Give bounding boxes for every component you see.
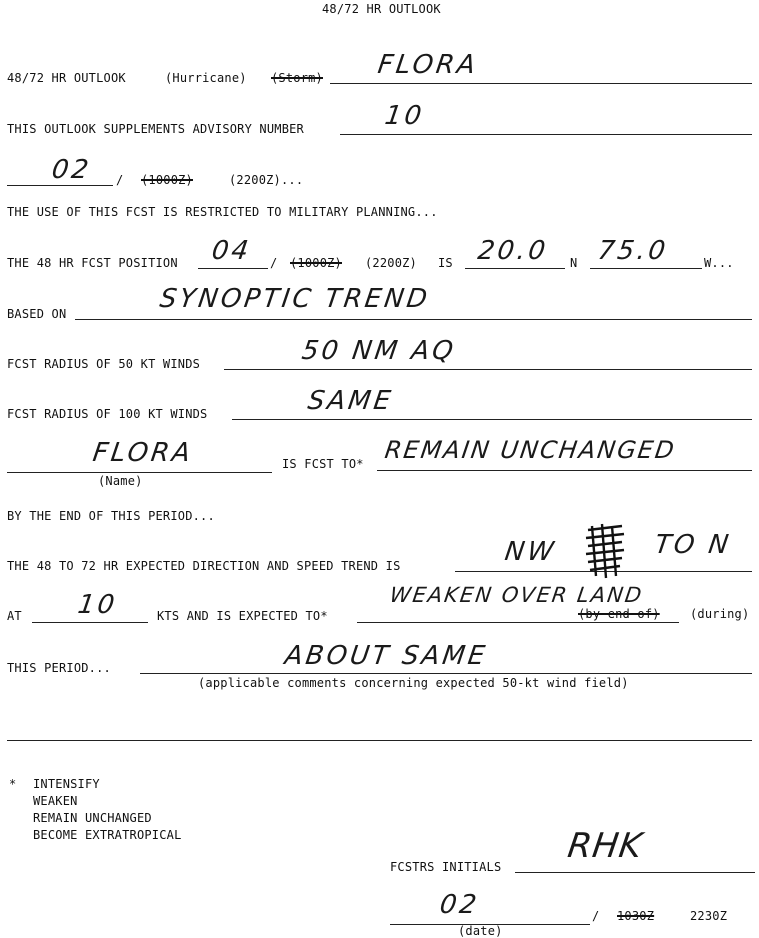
name-caption: (Name): [98, 474, 143, 488]
page-title: 48/72 HR OUTLOOK: [322, 2, 441, 16]
is-label: IS: [438, 256, 453, 270]
comments-handwritten: ABOUT SAME: [282, 641, 490, 671]
option-hurricane: (Hurricane): [165, 71, 247, 85]
at-label: AT: [7, 609, 22, 623]
position-separator: /: [270, 256, 278, 270]
advisory-number-handwritten: 10: [382, 101, 427, 131]
expected-to-line: [357, 622, 679, 623]
storm-name-2-handwritten: FLORA: [90, 438, 196, 468]
outlook-label: 48/72 HR OUTLOOK: [7, 71, 126, 85]
direction-handwritten-b: TO N: [652, 530, 734, 560]
radius-50-line: [224, 369, 752, 370]
name-line: [7, 472, 272, 473]
advisory-line: [340, 134, 752, 135]
fcst-to-handwritten: REMAIN UNCHANGED: [383, 436, 678, 464]
fcst-to-label: IS FCST TO*: [282, 457, 364, 471]
footnote-item-extratropical: BECOME EXTRATROPICAL: [33, 828, 182, 842]
footnote-item-intensify: INTENSIFY: [33, 777, 100, 791]
fcst-to-line: [377, 470, 752, 471]
speed-handwritten: 10: [75, 590, 120, 620]
date-caption: (date): [458, 924, 503, 938]
longitude-line: [590, 268, 702, 269]
latitude-handwritten: 20.0: [475, 236, 550, 266]
end-period-text: BY THE END OF THIS PERIOD...: [7, 509, 215, 523]
by-end-of-struck: (by end of): [578, 607, 660, 621]
speed-line: [32, 622, 148, 623]
radius-100-line: [232, 419, 752, 420]
expected-to-handwritten: WEAKEN OVER LAND: [388, 583, 645, 607]
radius-50-handwritten: 50 NM AQ: [299, 336, 458, 366]
based-on-handwritten: SYNOPTIC TREND: [157, 284, 432, 314]
restriction-text: THE USE OF THIS FCST IS RESTRICTED TO MILITARY PLANNING...: [7, 205, 438, 219]
option-storm-struck: (Storm): [271, 71, 323, 85]
comments-line: [140, 673, 752, 674]
north-label: N: [570, 256, 578, 270]
expected-to-label: KTS AND IS EXPECTED TO*: [157, 609, 328, 623]
comments-caption: (applicable comments concerning expected 50-kt wind field): [198, 676, 629, 690]
footnote-item-weaken: WEAKEN: [33, 794, 78, 808]
radius-50-label: FCST RADIUS OF 50 KT WINDS: [7, 357, 201, 371]
advisory-date-handwritten: 02: [49, 155, 94, 185]
date-separator: /: [116, 173, 124, 187]
initials-label: FCSTRS INITIALS: [390, 860, 502, 874]
based-on-line: [75, 319, 752, 320]
initials-line: [515, 872, 755, 873]
time-struck: (1000Z): [141, 173, 193, 187]
footnote-item-remain: REMAIN UNCHANGED: [33, 811, 152, 825]
direction-label: THE 48 TO 72 HR EXPECTED DIRECTION AND SPEED TREND IS: [7, 559, 401, 573]
footnote-star: *: [9, 777, 17, 791]
storm-name-handwritten: FLORA: [375, 50, 481, 80]
based-on-label: BASED ON: [7, 307, 67, 321]
position-date-handwritten: 04: [209, 236, 254, 266]
this-period-label: THIS PERIOD...: [7, 661, 111, 675]
forecaster-initials-handwritten: RHK: [565, 826, 646, 866]
radius-100-label: FCST RADIUS OF 100 KT WINDS: [7, 407, 208, 421]
direction-handwritten-a: NW: [502, 537, 559, 567]
position-date-line: [198, 268, 268, 269]
advisory-time: (2200Z)...: [229, 173, 304, 187]
scribble-mark: [582, 522, 628, 580]
west-label: W...: [704, 256, 734, 270]
radius-100-handwritten: SAME: [305, 386, 396, 416]
latitude-line: [465, 268, 565, 269]
final-time-struck: 1030Z: [617, 909, 655, 923]
longitude-handwritten: 75.0: [595, 236, 670, 266]
storm-name-line: [330, 83, 752, 84]
blank-line: [7, 740, 752, 741]
final-time: 2230Z: [690, 909, 728, 923]
advisory-label: THIS OUTLOOK SUPPLEMENTS ADVISORY NUMBER: [7, 122, 304, 136]
final-date-handwritten: 02: [437, 890, 482, 920]
position-time-struck: (1000Z): [290, 256, 342, 270]
during-label: (during): [690, 607, 750, 621]
position-label: THE 48 HR FCST POSITION: [7, 256, 178, 270]
position-time: (2200Z): [365, 256, 417, 270]
date-line: [7, 185, 113, 186]
final-date-separator: /: [592, 909, 600, 923]
